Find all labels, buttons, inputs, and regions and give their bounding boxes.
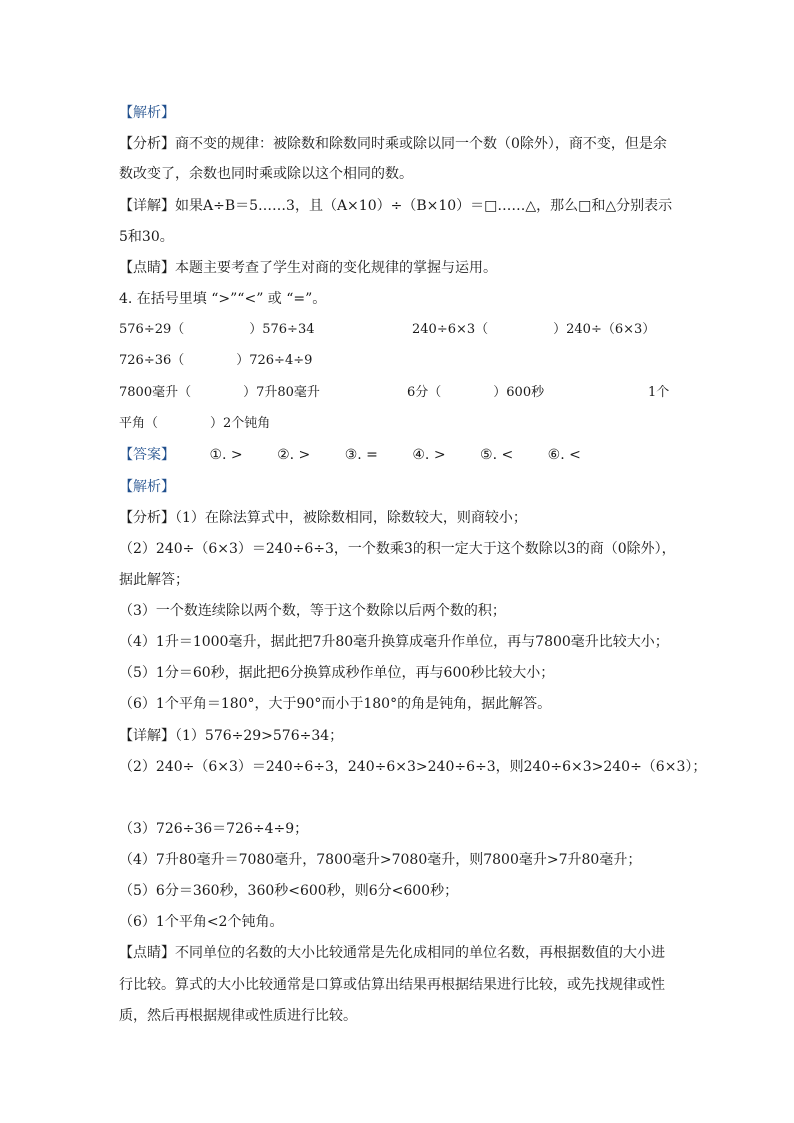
dianjing-paragraph-2: 【点睛】不同单位的名数的大小比较通常是先化成相同的单位名数，再根据数值的大小进 — [119, 945, 665, 961]
q4-item-1: 576÷29（ ）576÷34 — [119, 322, 315, 337]
q4-item-4: 7800毫升（ ）7升80毫升 — [119, 385, 320, 400]
q4-item-5: 6分（ ）600秒 — [407, 385, 545, 400]
xiangjie-item-5: （5）6分＝360秒，360秒<600秒，则6分<600秒； — [119, 883, 459, 899]
q4-item-6-end: 平角（ ）2个钝角 — [119, 416, 271, 431]
xiangjie-paragraph-2: 【详解】（1）576÷29>576÷34； — [119, 728, 344, 744]
xiangjie-paragraph-1: 【详解】如果A÷B＝5……3，且（A×10）÷（B×10）＝□……△，那么□和△分别表示 — [119, 198, 673, 214]
fenxi-item-6: （6）1个平角＝180°，大于90°而小于180°的角是钝角，据此解答。 — [119, 696, 552, 712]
q4-item-6-start: 1个 — [648, 385, 670, 400]
xiangjie-item-6: （6）1个平角<2个钝角。 — [119, 914, 284, 930]
answer-item: ②. > — [277, 447, 311, 463]
dianjing-paragraph-2-cont: 行比较。算式的大小比较通常是口算或估算出结果再根据结果进行比较，或先找规律或性 — [119, 977, 665, 993]
answer-row — [119, 445, 581, 465]
answer-item: ⑤. < — [480, 447, 514, 463]
question-4-title: 4. 在括号里填 “>”“<” 或 “=”。 — [119, 291, 327, 307]
fenxi-paragraph-1: 【分析】商不变的规律：被除数和除数同时乘或除以同一个数（0除外），商不变，但是余 — [119, 136, 667, 152]
fenxi-item-2-cont: 据此解答； — [119, 572, 189, 588]
q4-item-2: 240÷6×3（ ）240÷（6×3） — [412, 322, 656, 337]
jiexi-heading-1: 【解析】 — [119, 105, 175, 121]
answer-item: ④. > — [412, 447, 446, 463]
fenxi-paragraph-2: 【分析】（1）在除法算式中，被除数相同，除数较大，则商较小； — [119, 510, 527, 526]
fenxi-item-4: （4）1升＝1000毫升，据此把7升80毫升换算成毫升作单位，再与7800毫升比较大小； — [119, 634, 669, 650]
dianjing-paragraph-1: 【点睛】本题主要考查了学生对商的变化规律的掌握与运用。 — [119, 260, 497, 276]
answer-item: ⑥. < — [547, 447, 581, 463]
answer-item: ③. = — [344, 447, 378, 463]
fenxi-paragraph-1-cont: 数改变了，余数也同时乘或除以这个相同的数。 — [119, 166, 413, 182]
xiangjie-item-4: （4）7升80毫升＝7080毫升，7800毫升>7080毫升，则7800毫升>7升80毫升； — [119, 852, 642, 868]
answer-label: 【答案】 — [119, 447, 175, 463]
dianjing-paragraph-2-end: 质，然后再根据规律或性质进行比较。 — [119, 1008, 357, 1024]
fenxi-item-3: （3）一个数连续除以两个数，等于这个数除以后两个数的积； — [119, 603, 506, 619]
fenxi-item-5: （5）1分＝60秒，据此把6分换算成秒作单位，再与600秒比较大小； — [119, 665, 555, 681]
xiangjie-item-2: （2）240÷（6×3）＝240÷6÷3，240÷6×3>240÷6÷3，则240÷6×3>240÷（6×3）； — [119, 759, 707, 775]
xiangjie-paragraph-1-cont: 5和30。 — [119, 229, 174, 245]
xiangjie-item-3: （3）726÷36＝726÷4÷9； — [119, 821, 309, 837]
q4-item-3: 726÷36（ ）726÷4÷9 — [119, 353, 313, 368]
jiexi-heading-2: 【解析】 — [119, 479, 175, 495]
fenxi-item-2: （2）240÷（6×3）＝240÷6÷3，一个数乘3的积一定大于这个数除以3的商（0除外）， — [119, 541, 676, 557]
answer-item: ①. > — [209, 447, 243, 463]
